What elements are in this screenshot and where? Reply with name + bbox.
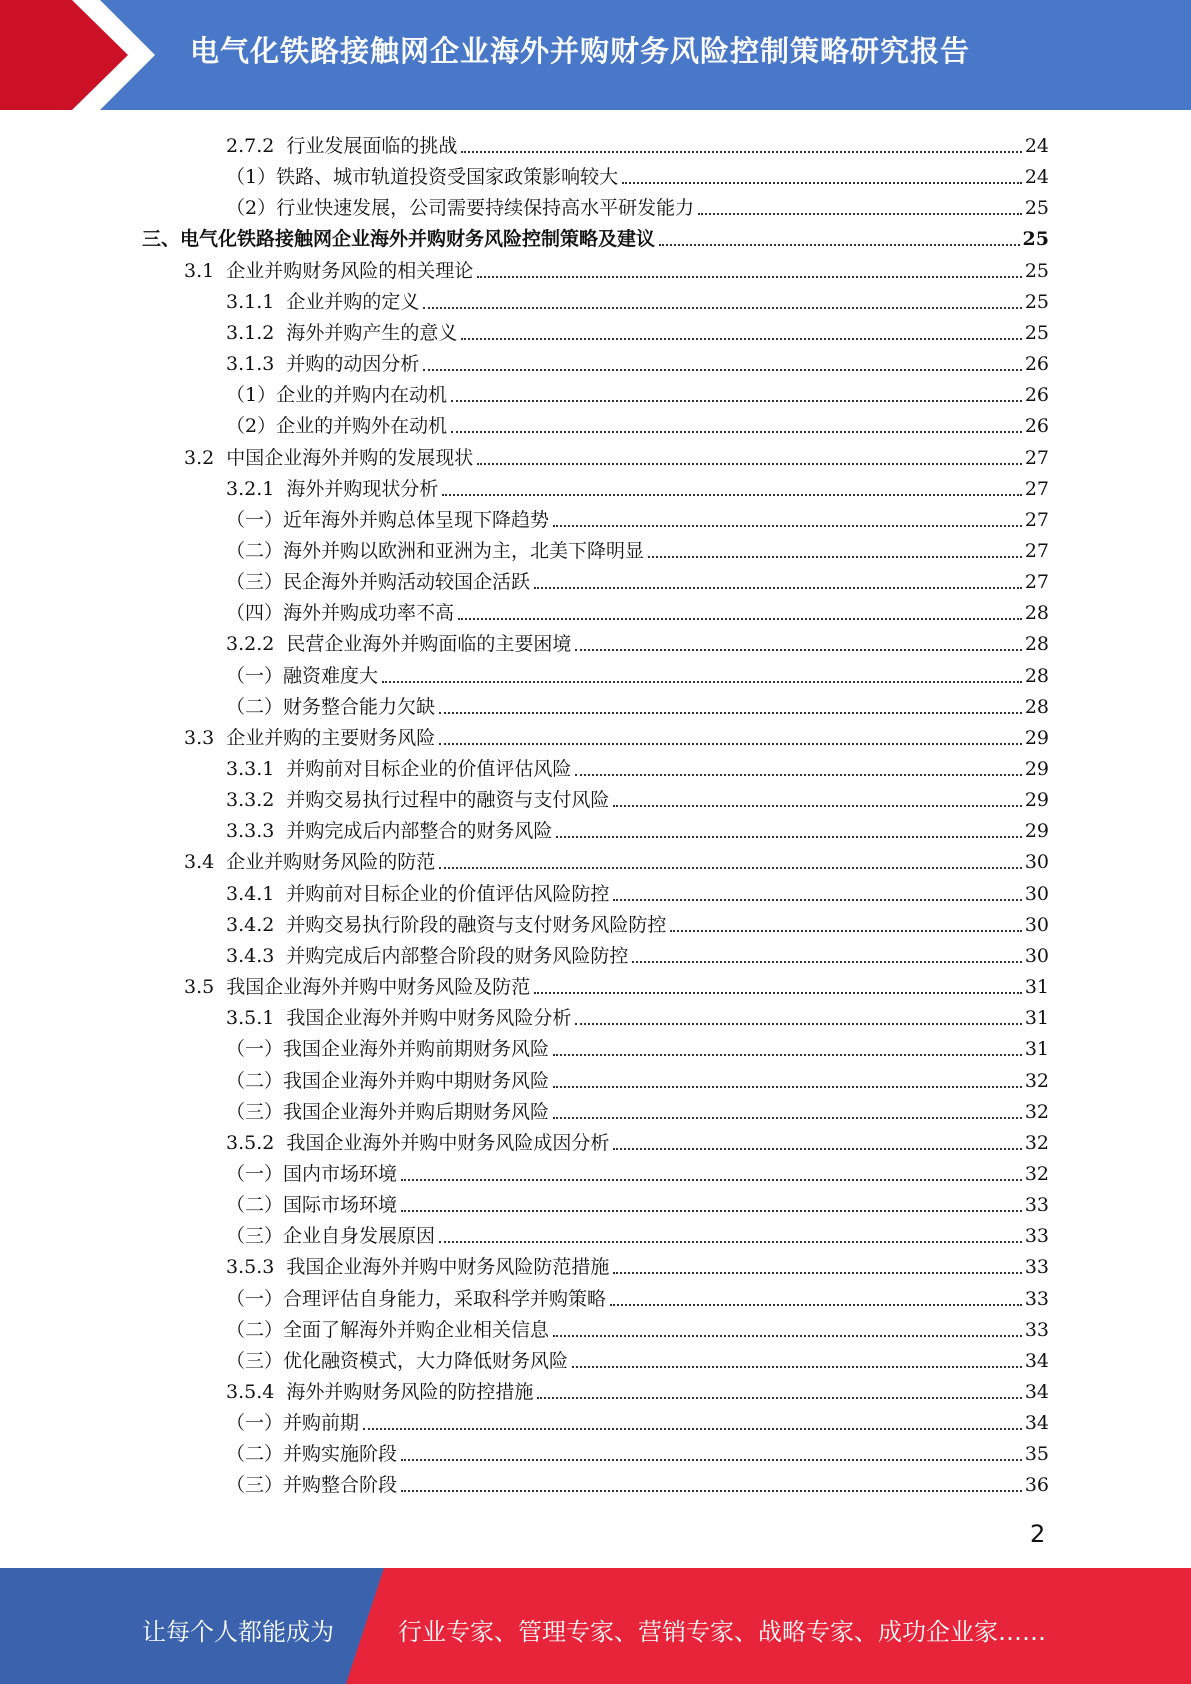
toc-entry-page: 33: [1024, 1256, 1049, 1279]
toc-entry-page: 30: [1024, 913, 1049, 936]
toc-dot-leader: [622, 182, 1022, 184]
toc-entry-page: 32: [1024, 1162, 1049, 1185]
report-header: [0, 0, 1191, 110]
toc-entry-page: 31: [1024, 976, 1049, 999]
toc-entry-page: 26: [1024, 353, 1049, 376]
toc-entry-title: 3.2.1 海外并购现状分析: [226, 477, 439, 500]
toc-entry-page: 30: [1024, 851, 1049, 874]
toc-dot-leader: [401, 1490, 1022, 1492]
toc-entry-page: 25: [1024, 321, 1049, 344]
toc-dot-leader: [401, 1459, 1022, 1461]
toc-entry-page: 31: [1024, 1038, 1049, 1061]
toc-dot-leader: [575, 774, 1021, 776]
toc-entry-title: （二）海外并购以欧洲和亚洲为主，北美下降明显: [226, 539, 645, 562]
toc-entry-page: 24: [1024, 166, 1049, 189]
toc-entry-page: 33: [1024, 1225, 1049, 1248]
toc-entry[interactable]: [226, 1404, 1049, 1435]
toc-entry-page: 34: [1024, 1412, 1049, 1435]
toc-dot-leader: [537, 1397, 1021, 1399]
toc-dot-leader: [439, 743, 1022, 745]
toc-entry[interactable]: [226, 1466, 1049, 1497]
toc-entry-title: 3.4.3 并购完成后内部整合阶段的财务风险防控: [226, 944, 629, 967]
toc-dot-leader: [442, 494, 1021, 496]
toc-dot-leader: [613, 1148, 1021, 1150]
toc-dot-leader: [439, 867, 1022, 869]
toc-dot-leader: [534, 587, 1022, 589]
toc-entry-title: 3.3.1 并购前对目标企业的价值评估风险: [226, 758, 572, 780]
footer-slogan-left: 让每个人都能成为: [142, 1618, 334, 1646]
toc-entry[interactable]: [226, 1280, 1049, 1311]
toc-entry-page: 25: [1024, 290, 1049, 313]
toc-entry-page: 28: [1024, 664, 1049, 687]
toc-entry[interactable]: [226, 1186, 1049, 1217]
toc-entry[interactable]: [226, 999, 1049, 1030]
toc-entry-title: 3.1.2 海外并购产生的意义: [226, 321, 458, 344]
toc-dot-leader: [553, 1054, 1022, 1056]
toc-entry-page: 30: [1024, 944, 1049, 967]
toc-entry-title: 3.5.1 我国企业海外并购中财务风险分析: [226, 1007, 572, 1030]
toc-entry[interactable]: [226, 314, 1049, 345]
toc-entry-title: （二）财务整合能力欠缺: [226, 695, 436, 718]
toc-dot-leader: [613, 1272, 1021, 1274]
toc-entry[interactable]: [226, 1435, 1049, 1466]
toc-entry[interactable]: [226, 812, 1049, 843]
toc-entry-title: 3.5.3 我国企业海外并购中财务风险防范措施: [226, 1256, 610, 1279]
toc-entry-title: （一）近年海外并购总体呈现下降趋势: [226, 508, 550, 531]
toc-entry[interactable]: [226, 345, 1049, 376]
toc-entry[interactable]: [184, 719, 1049, 750]
toc-entry-title: （一）我国企业海外并购前期财务风险: [226, 1038, 550, 1061]
toc-entry[interactable]: [142, 220, 1049, 251]
toc-entry-page: 34: [1024, 1381, 1049, 1403]
toc-entry[interactable]: [226, 158, 1049, 189]
toc-entry-title: 3.4 企业并购财务风险的防范: [184, 851, 436, 874]
toc-entry-title: （三）并购整合阶段: [226, 1474, 398, 1497]
toc-entry[interactable]: [226, 532, 1049, 563]
toc-entry[interactable]: [226, 1124, 1049, 1155]
toc-entry-title: 3.1 企业并购财务风险的相关理论: [184, 259, 474, 282]
toc-entry[interactable]: [226, 407, 1049, 438]
toc-entry[interactable]: [226, 189, 1049, 220]
toc-dot-leader: [477, 463, 1022, 465]
toc-entry-title: （三）优化融资模式，大力降低财务风险: [226, 1349, 569, 1372]
toc-dot-leader: [613, 899, 1021, 901]
toc-dot-leader: [423, 307, 1021, 309]
toc-entry-title: （2）行业快速发展，公司需要持续保持高水平研发能力: [226, 197, 695, 220]
toc-dot-leader: [575, 1023, 1021, 1025]
toc-entry-page: 26: [1024, 415, 1049, 438]
toc-entry[interactable]: [184, 252, 1049, 283]
toc-entry-title: 3.1.1 企业并购的定义: [226, 290, 420, 313]
toc-entry[interactable]: [226, 1030, 1049, 1061]
toc-entry[interactable]: [226, 906, 1049, 937]
toc-entry[interactable]: [226, 1093, 1049, 1124]
toc-dot-leader: [534, 992, 1022, 994]
toc-entry-page: 26: [1024, 384, 1049, 407]
toc-dot-leader: [461, 151, 1021, 153]
toc-entry-title: （二）并购实施阶段: [226, 1443, 398, 1466]
toc-dot-leader: [553, 1117, 1022, 1119]
toc-entry-title: （三）我国企业海外并购后期财务风险: [226, 1100, 550, 1123]
toc-entry[interactable]: [226, 875, 1049, 906]
toc-entry-page: 24: [1024, 135, 1049, 157]
toc-entry-page: 32: [1024, 1069, 1049, 1092]
toc-dot-leader: [698, 213, 1022, 215]
toc-entry[interactable]: [184, 843, 1049, 874]
toc-entry[interactable]: [226, 470, 1049, 501]
toc-entry-page: 25: [1024, 197, 1049, 220]
toc-entry-title: （1）铁路、城市轨道投资受国家政策影响较大: [226, 166, 619, 189]
toc-entry[interactable]: [226, 625, 1049, 656]
toc-entry-title: （一）融资难度大: [226, 664, 379, 687]
toc-entry-page: 34: [1024, 1349, 1049, 1372]
toc-entry-title: 3.5.4 海外并购财务风险的防控措施: [226, 1381, 534, 1403]
toc-entry-title: 3.2 中国企业海外并购的发展现状: [184, 446, 474, 469]
toc-entry[interactable]: [226, 376, 1049, 407]
toc-dot-leader: [458, 618, 1022, 620]
toc-entry[interactable]: [226, 1155, 1049, 1186]
toc-dot-leader: [451, 431, 1022, 433]
toc-entry-title: 3.4.1 并购前对目标企业的价值评估风险防控: [226, 882, 610, 905]
toc-entry-page: 27: [1024, 539, 1049, 562]
toc-dot-leader: [553, 1335, 1022, 1337]
toc-entry-page: 33: [1024, 1194, 1049, 1217]
toc-entry-title: 3.4.2 并购交易执行阶段的融资与支付财务风险防控: [226, 913, 667, 936]
toc-entry-page: 30: [1024, 882, 1049, 905]
toc-entry[interactable]: [226, 657, 1049, 688]
toc-entry[interactable]: [226, 127, 1049, 158]
toc-dot-leader: [670, 930, 1021, 932]
toc-dot-leader: [439, 712, 1022, 714]
toc-dot-leader: [451, 400, 1022, 402]
toc-entry-title: 3.3.3 并购完成后内部整合的财务风险: [226, 820, 553, 843]
toc-entry[interactable]: [226, 594, 1049, 625]
toc-dot-leader: [575, 649, 1021, 651]
toc-dot-leader: [572, 1366, 1022, 1368]
toc-entry[interactable]: [226, 750, 1049, 781]
toc-entry-page: 29: [1024, 726, 1049, 749]
toc-entry-page: 35: [1024, 1443, 1049, 1466]
toc-entry[interactable]: [226, 501, 1049, 532]
toc-entry-page: 33: [1024, 1318, 1049, 1341]
toc-entry[interactable]: [226, 937, 1049, 968]
toc-dot-leader: [632, 961, 1021, 963]
toc-entry[interactable]: [226, 1342, 1049, 1373]
toc-entry-page: 28: [1024, 695, 1049, 718]
toc-dot-leader: [613, 805, 1021, 807]
toc-entry-title: 3.3.2 并购交易执行过程中的融资与支付风险: [226, 789, 610, 812]
toc-entry[interactable]: [226, 688, 1049, 719]
toc-entry-title: （三）企业自身发展原因: [226, 1225, 436, 1248]
toc-entry[interactable]: [226, 1373, 1049, 1404]
toc-entry[interactable]: [184, 439, 1049, 470]
toc-entry-title: （一）并购前期: [226, 1412, 360, 1435]
toc-entry-page: 29: [1024, 820, 1049, 843]
toc-entry-page: 31: [1024, 1007, 1049, 1030]
toc-entry[interactable]: [226, 1062, 1049, 1093]
toc-dot-leader: [382, 681, 1022, 683]
toc-entry-title: （2）企业的并购外在动机: [226, 415, 448, 438]
toc-dot-leader: [477, 276, 1022, 278]
toc-dot-leader: [553, 525, 1022, 527]
toc-dot-leader: [363, 1428, 1022, 1430]
report-footer: [0, 1568, 1191, 1684]
toc-entry-page: 36: [1024, 1474, 1049, 1497]
toc-entry-title: 3.3 企业并购的主要财务风险: [184, 726, 436, 749]
toc-entry[interactable]: [184, 968, 1049, 999]
toc-dot-leader: [401, 1179, 1022, 1181]
toc-entry[interactable]: [226, 283, 1049, 314]
toc-dot-leader: [423, 369, 1021, 371]
toc-entry-title: （四）海外并购成功率不高: [226, 602, 455, 625]
toc-dot-leader: [439, 1241, 1022, 1243]
toc-entry-page: 29: [1024, 758, 1049, 780]
toc-entry[interactable]: [226, 1217, 1049, 1248]
toc-entry-page: 33: [1024, 1287, 1049, 1310]
toc-entry-page: 32: [1024, 1131, 1049, 1154]
report-title: 电气化铁路接触网企业海外并购财务风险控制策略研究报告: [190, 34, 971, 68]
toc-dot-leader: [659, 244, 1020, 246]
toc-entry-title: （一）合理评估自身能力，采取科学并购策略: [226, 1287, 607, 1310]
toc-entry-page: 29: [1024, 789, 1049, 812]
toc-entry-page: 28: [1024, 633, 1049, 656]
toc-entry-title: （一）国内市场环境: [226, 1162, 398, 1185]
toc-entry-title: （二）国际市场环境: [226, 1194, 398, 1217]
toc-entry-title: （1）企业的并购内在动机: [226, 384, 448, 407]
toc-entry-page: 25: [1022, 228, 1049, 251]
toc-entry[interactable]: [226, 781, 1049, 812]
toc-entry-title: （二）我国企业海外并购中期财务风险: [226, 1069, 550, 1092]
toc-dot-leader: [553, 1086, 1022, 1088]
toc-entry-page: 27: [1024, 571, 1049, 594]
toc-entry-title: 3.1.3 并购的动因分析: [226, 353, 420, 376]
toc-entry[interactable]: [226, 1311, 1049, 1342]
toc-entry-title: 3.5 我国企业海外并购中财务风险及防范: [184, 976, 531, 999]
toc-entry[interactable]: [226, 1248, 1049, 1279]
toc-dot-leader: [556, 836, 1021, 838]
toc-dot-leader: [648, 556, 1022, 558]
toc-dot-leader: [461, 338, 1021, 340]
toc-entry-page: 27: [1024, 477, 1049, 500]
toc-entry-title: 3.5.2 我国企业海外并购中财务风险成因分析: [226, 1131, 610, 1154]
toc-entry-page: 27: [1024, 508, 1049, 531]
toc-dot-leader: [401, 1210, 1022, 1212]
toc-entry-page: 28: [1024, 602, 1049, 625]
toc-entry-title: 3.2.2 民营企业海外并购面临的主要困境: [226, 633, 572, 656]
toc-entry-title: 2.7.2 行业发展面临的挑战: [226, 135, 458, 157]
toc-entry-title: 三、电气化铁路接触网企业海外并购财务风险控制策略及建议: [142, 228, 656, 251]
footer-slogan-right: 行业专家、管理专家、营销专家、战略专家、成功企业家……: [398, 1618, 1046, 1646]
toc-dot-leader: [610, 1304, 1022, 1306]
toc-entry-title: （三）民企海外并购活动较国企活跃: [226, 571, 531, 594]
toc-entry-page: 32: [1024, 1100, 1049, 1123]
toc-entry-page: 25: [1024, 259, 1049, 282]
page-number: 2: [1030, 1520, 1046, 1548]
toc-entry[interactable]: [226, 563, 1049, 594]
toc-entry-page: 27: [1024, 446, 1049, 469]
toc-entry-title: （二）全面了解海外并购企业相关信息: [226, 1318, 550, 1341]
